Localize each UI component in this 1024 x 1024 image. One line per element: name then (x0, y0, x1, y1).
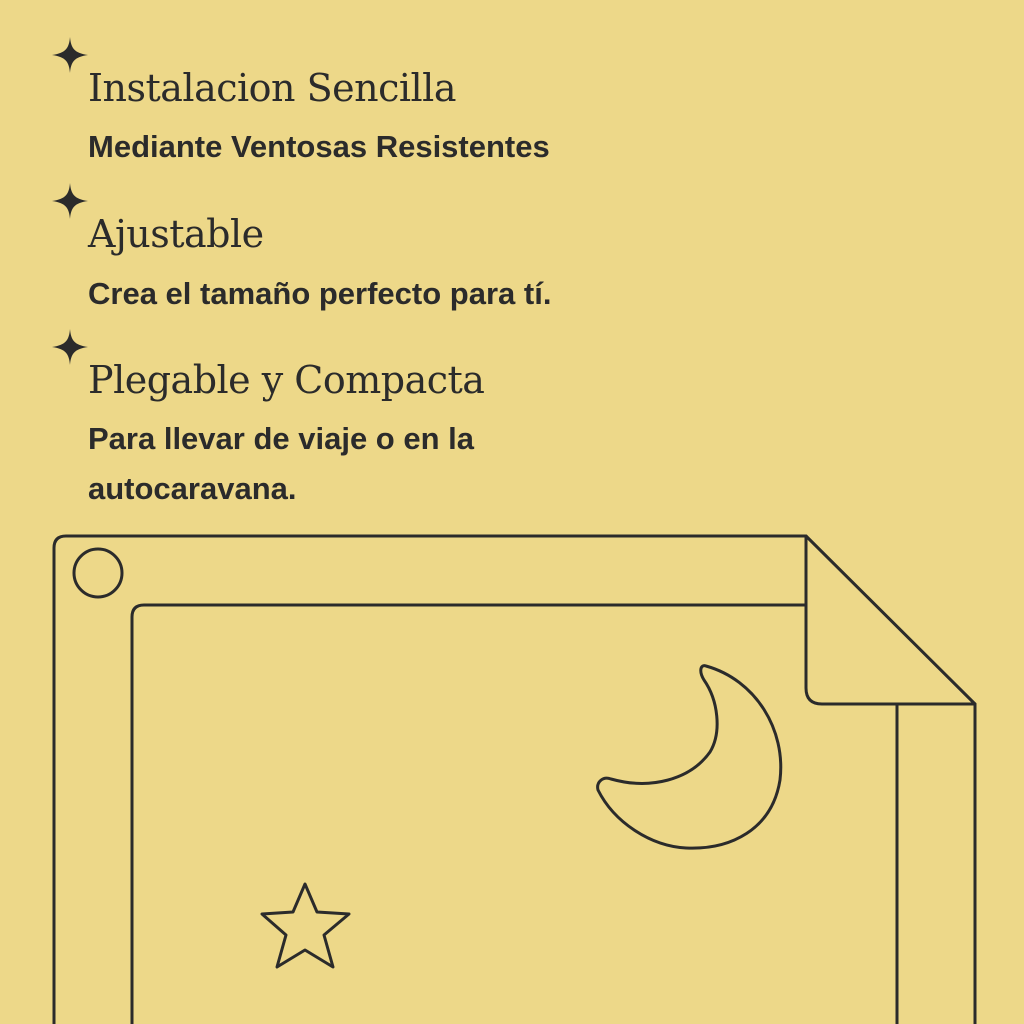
feature-title: Ajustable (88, 212, 264, 256)
window-frame-icon (54, 536, 975, 1024)
star-icon (262, 884, 349, 967)
feature-description: Crea el tamaño perfecto para tí. (88, 276, 552, 311)
suction-cup-icon (74, 549, 122, 597)
moon-icon (598, 666, 781, 848)
feature-title: Plegable y Compacta (88, 358, 485, 402)
feature-title: Instalacion Sencilla (88, 66, 456, 110)
feature-description: Para llevar de viaje o en la autocaravana. (88, 421, 475, 506)
feature-description: Mediante Ventosas Resistentes (88, 129, 550, 164)
